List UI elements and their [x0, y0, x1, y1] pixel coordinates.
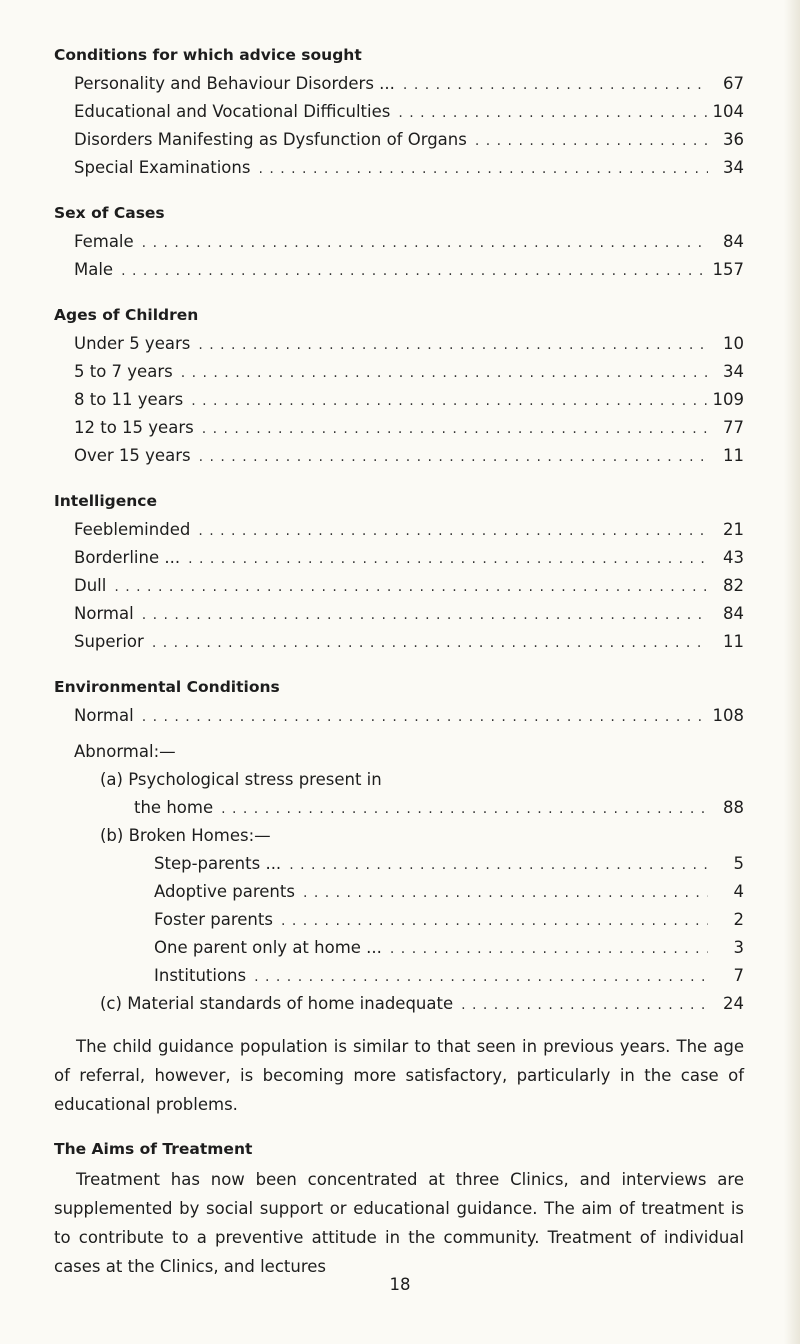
- row-label: Special Examinations: [74, 158, 251, 177]
- table-row: [54, 330, 744, 358]
- leader-dots: [190, 331, 708, 359]
- row-label: Male: [74, 260, 114, 279]
- body-paragraph: The child guidance population is similar to that seen in previous years. The age of referral, however, is becoming more satisfactory, particularly in the case of educational problems.: [54, 1037, 744, 1114]
- leader-dots: [250, 155, 708, 183]
- row-label: Borderline ...: [74, 548, 181, 567]
- ages-heading: Ages of Children: [54, 306, 199, 324]
- leader-dots: [395, 71, 708, 99]
- table-row: [54, 126, 744, 154]
- leader-dots: [273, 907, 708, 935]
- row-value: 5: [733, 854, 744, 873]
- leader-dots: [113, 257, 708, 285]
- aims-heading: The Aims of Treatment: [54, 1140, 253, 1158]
- row-label: 12 to 15 years: [74, 418, 194, 437]
- row-value: 3: [733, 938, 744, 957]
- table-row: [54, 516, 744, 544]
- table-row: [54, 906, 744, 934]
- table-row: [54, 572, 744, 600]
- table-row: [54, 934, 744, 962]
- leader-dots: [213, 795, 708, 823]
- row-value: 4: [733, 882, 744, 901]
- table-row: [54, 702, 744, 730]
- leader-dots: [194, 415, 708, 443]
- row-label: (c) Material standards of home inadequate: [100, 994, 454, 1013]
- leader-dots: [246, 963, 708, 991]
- leader-dots: [190, 517, 708, 545]
- table-row: [54, 544, 744, 572]
- row-value: 88: [723, 798, 744, 817]
- row-label: Normal: [74, 706, 134, 725]
- row-value: 77: [723, 418, 744, 437]
- row-label: Institutions: [154, 966, 247, 985]
- row-value: 11: [723, 632, 744, 651]
- row-value: 157: [712, 260, 744, 279]
- row-value: 84: [723, 604, 744, 623]
- leader-dots: [106, 573, 708, 601]
- row-value: 84: [723, 232, 744, 251]
- table-row: [54, 962, 744, 990]
- table-row: [54, 414, 744, 442]
- table-row: [54, 358, 744, 386]
- leader-dots: [144, 629, 708, 657]
- row-label: Over 15 years: [74, 446, 191, 465]
- leader-dots: [173, 359, 708, 387]
- table-row: [54, 600, 744, 628]
- row-label: Adoptive parents: [154, 882, 295, 901]
- table-row: [54, 794, 744, 822]
- row-value: 10: [723, 334, 744, 353]
- table-row: [54, 850, 744, 878]
- row-label: Foster parents: [154, 910, 273, 929]
- leader-dots: [467, 127, 708, 155]
- leader-dots: [134, 229, 708, 257]
- row-label: 5 to 7 years: [74, 362, 173, 381]
- row-value: 104: [712, 102, 744, 121]
- table-row: [54, 256, 744, 284]
- row-value: 109: [712, 390, 744, 409]
- table-row: [54, 154, 744, 182]
- broken-homes-label: (b) Broken Homes:—: [100, 826, 271, 845]
- row-value: 24: [723, 994, 744, 1013]
- row-value: 82: [723, 576, 744, 595]
- intelligence-heading: Intelligence: [54, 492, 158, 510]
- table-row: [54, 70, 744, 98]
- table-row: [54, 878, 744, 906]
- leader-dots: [134, 703, 708, 731]
- row-value: 11: [723, 446, 744, 465]
- row-label: Educational and Vocational Difficulties: [74, 102, 391, 121]
- row-label: Female: [74, 232, 134, 251]
- abnormal-label: Abnormal:—: [74, 742, 176, 761]
- row-label: One parent only at home ...: [154, 938, 382, 957]
- row-value: 21: [723, 520, 744, 539]
- leader-dots: [295, 879, 708, 907]
- row-value: 34: [723, 158, 744, 177]
- table-row: [54, 386, 744, 414]
- row-value: 34: [723, 362, 744, 381]
- table-row: [54, 228, 744, 256]
- conditions-heading: Conditions for which advice sought: [54, 46, 362, 64]
- row-value: 7: [733, 966, 744, 985]
- leader-dots: [453, 991, 708, 1019]
- document-page: [54, 40, 744, 1281]
- leader-dots: [191, 443, 708, 471]
- row-label: Step-parents ...: [154, 854, 282, 873]
- row-value: 108: [712, 706, 744, 725]
- row-label: Feebleminded: [74, 520, 191, 539]
- leader-dots: [134, 601, 708, 629]
- row-label: Under 5 years: [74, 334, 191, 353]
- table-row: [54, 990, 744, 1018]
- stress-line: (a) Psychological stress present in: [100, 770, 382, 789]
- body-paragraph: Treatment has now been concentrated at three Clinics, and interviews are supplemented by social support or educational guidance. The aim of treatment is to contribute to a preventive attitude in the community. Treatment of individual cases at the Clinics, and lectures: [54, 1170, 744, 1276]
- row-label: Superior: [74, 632, 144, 651]
- row-label: Dull: [74, 576, 107, 595]
- leader-dots: [183, 387, 708, 415]
- row-value: 2: [733, 910, 744, 929]
- row-label: Normal: [74, 604, 134, 623]
- leader-dots: [180, 545, 708, 573]
- environment-heading: Environmental Conditions: [54, 678, 280, 696]
- leader-dots: [382, 935, 708, 963]
- row-value: 43: [723, 548, 744, 567]
- sex-heading: Sex of Cases: [54, 204, 165, 222]
- leader-dots: [390, 99, 708, 127]
- table-row: [54, 98, 744, 126]
- row-label: the home: [134, 798, 214, 817]
- leader-dots: [281, 851, 708, 879]
- row-value: 67: [723, 74, 744, 93]
- table-row: [54, 628, 744, 656]
- row-value: 36: [723, 130, 744, 149]
- page-number: 18: [389, 1275, 411, 1294]
- page-edge-shadow: [784, 0, 800, 1344]
- table-row: [54, 442, 744, 470]
- row-label: Disorders Manifesting as Dysfunction of Organs: [74, 130, 467, 149]
- row-label: Personality and Behaviour Disorders ...: [74, 74, 395, 93]
- row-label: 8 to 11 years: [74, 390, 184, 409]
